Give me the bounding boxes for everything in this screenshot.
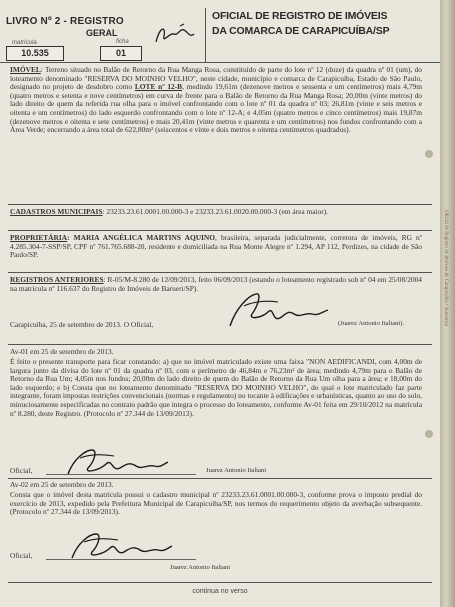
office-title-line1: OFICIAL DE REGISTRO DE IMÓVEIS xyxy=(212,10,388,22)
av02-oficial-label: Oficial, xyxy=(10,551,33,560)
initials-signature-icon xyxy=(150,22,198,48)
av02-signer-name: Juarez Antonio Italiani xyxy=(170,564,231,571)
matricula-label: matrícula xyxy=(12,40,37,46)
section-rule xyxy=(8,204,432,205)
punch-hole xyxy=(425,150,433,158)
registros-paragraph xyxy=(10,276,422,293)
registros-label: REGISTROS ANTERIORES xyxy=(10,275,104,284)
cadastros-paragraph xyxy=(10,208,422,217)
header-rule xyxy=(0,62,440,63)
imovel-label: IMÓVEL xyxy=(10,65,41,74)
av02-title: Av-02 em 25 de setembro de 2013. xyxy=(10,480,114,489)
office-title-line2: DA COMARCA DE CARAPICUÍBA/SP xyxy=(212,25,390,37)
ficha-number: 01 xyxy=(100,46,142,61)
header-divider xyxy=(205,8,206,62)
av01-signer-name: Juarez Antonio Italiani xyxy=(206,467,267,474)
punch-hole xyxy=(425,430,433,438)
av02-paragraph: Consta que o imóvel desta matrícula possui o cadastro municipal nº 23233.23.61.0001.00.000-3, conforme prova o imposto predial do exercício de 2013, expedido pela Prefeitura Municipal de Carapicuíba/SP, nos termos do requerimento objeto da averbação subsequente. (Protocolo nº 27.344 de 13/09/2013). xyxy=(10,490,422,517)
section-rule xyxy=(8,272,432,273)
continue-on-back: continua no verso xyxy=(192,588,248,595)
registros-text: : R-05/M-8.280 de 12/09/2013, feito 06/09/2013 (estando o loteamento registrado sob nº 04 em 25/08/2004 na matrícula nº 116.637 do Registro de Imóveis de Barueri/SP). xyxy=(10,275,422,293)
imovel-text-2: , medindo 19,61m (dezenove metros e sessenta e um centímetros) mais 4,79m (quatro metros e setenta e nove centímetros) em curva de frente para o Balão de Retorno da Rua Manga Rosa; 20,00m (vinte metros) do lado direito de quem da referida rua olha para o imóvel confrontando com o lote nº 01 da quadra nº 03; 26,81m (vinte e seis metros e oitenta e um centímetros) do lado esquerdo confrontando com o lote nº 12-A; e 4,05m (quatro metros e cinco centímetros) mais 19,87m (dezenove metros e oitenta e sete centímetros) e mais 20,41m (vinte metros e quarenta e um centímetros) nos fundos confrontando com a Área Verde; encerrando a área total de 622,80m² (seiscentos e vinte e dois metros e oitenta centímetros quadrados). xyxy=(10,82,422,135)
av01-oficial-label: Oficial, xyxy=(10,466,33,475)
imovel-text: : Terreno situado no Balão de Retorno da Rua Manga Rosa, constituído de parte do lote nº 12 (doze) da quadra nº 01 (um), do loteamento denominado "RESERVA DO MOINHO VELHO", neste cidade, município e comarca de Carapicuíba, Estado de São Paulo, designado no projeto de desdobro como xyxy=(10,65,422,92)
closing-name: (Juarez Antonio Italiani). xyxy=(338,320,405,327)
proprietaria-name: : MARIA ANGÉLICA MARTINS AQUINO xyxy=(67,233,215,242)
edge-authentication-text: Oficial de Registro de Imóveis de Carapicuíba • Autentica xyxy=(443,210,448,327)
section-rule xyxy=(8,230,432,231)
signature-line xyxy=(46,559,196,560)
cadastros-text: : 23233.23.61.0001.00.000-3 e 23233.23.61.0020.00.000-3 (em área maior). xyxy=(102,207,329,216)
ficha-label: ficha xyxy=(116,39,129,45)
matricula-number: 10.535 xyxy=(6,46,64,61)
book-subtitle: GERAL xyxy=(86,28,118,38)
book-title: LIVRO Nº 2 - REGISTRO xyxy=(6,16,124,27)
proprietaria-paragraph xyxy=(10,234,422,260)
imovel-paragraph xyxy=(10,66,422,135)
signature-icon xyxy=(222,288,332,332)
lote-label: LOTE nº 12-B xyxy=(134,82,183,92)
proprietaria-label: PROPRIETÁRIA xyxy=(10,233,68,242)
section-rule xyxy=(8,478,432,479)
av01-title: Av-01 em 25 de setembro de 2013. xyxy=(10,347,114,356)
signature-line xyxy=(46,474,196,475)
proprietaria-text: , brasileira, separada judicialmente, corretora de imóveis, RG nº 4.285.304-7-SSP/SP, CPF nº 761.765.688-20, residente e domiciliada na Rua Monte Alegre nº 1.294, AP 112, Perdizes, na cidade de São Paulo/SP. xyxy=(10,233,422,260)
cadastros-label: CADASTROS MUNICIPAIS xyxy=(10,207,103,216)
section-rule xyxy=(8,344,432,345)
av01-paragraph: É feito o presente transporte para ficar constando: a) que no imóvel matriculado existe uma faixa "NON AEDIFICANDI, com 4,00m de largura junto da divisa do lote nº 01 da quadra nº 03, com o perímetro de 46,84m e 76,23m² de área; medindo 4,79m para o Balão de Retorno da Rua Um; 4,05m nos fundos; 20,00m do lado direito de quem do Balão de Retorno da Rua Um olha para a área; e 18,00m do lado esquerdo; e b) Consta que no loteamento denominado "RESERVA DO MOINHO VELHO", do qual o lote matriculado faz parte integrante, foram impostas restrições convencionais (normas e regulamento) no tocante à edificações e urbanísticas, quanto ao uso do solo, minuciosamente especificadas no contrato padrão que integra o processo do loteamento, conforme Av-01 feita em 29/10/2012 na matrícula nº 8.280, deste Registro. (Protocolo nº 27.344 de 13/09/2013). xyxy=(10,357,422,418)
closing-line: Carapicuíba, 25 de setembro de 2013. O Oficial, xyxy=(10,320,154,329)
